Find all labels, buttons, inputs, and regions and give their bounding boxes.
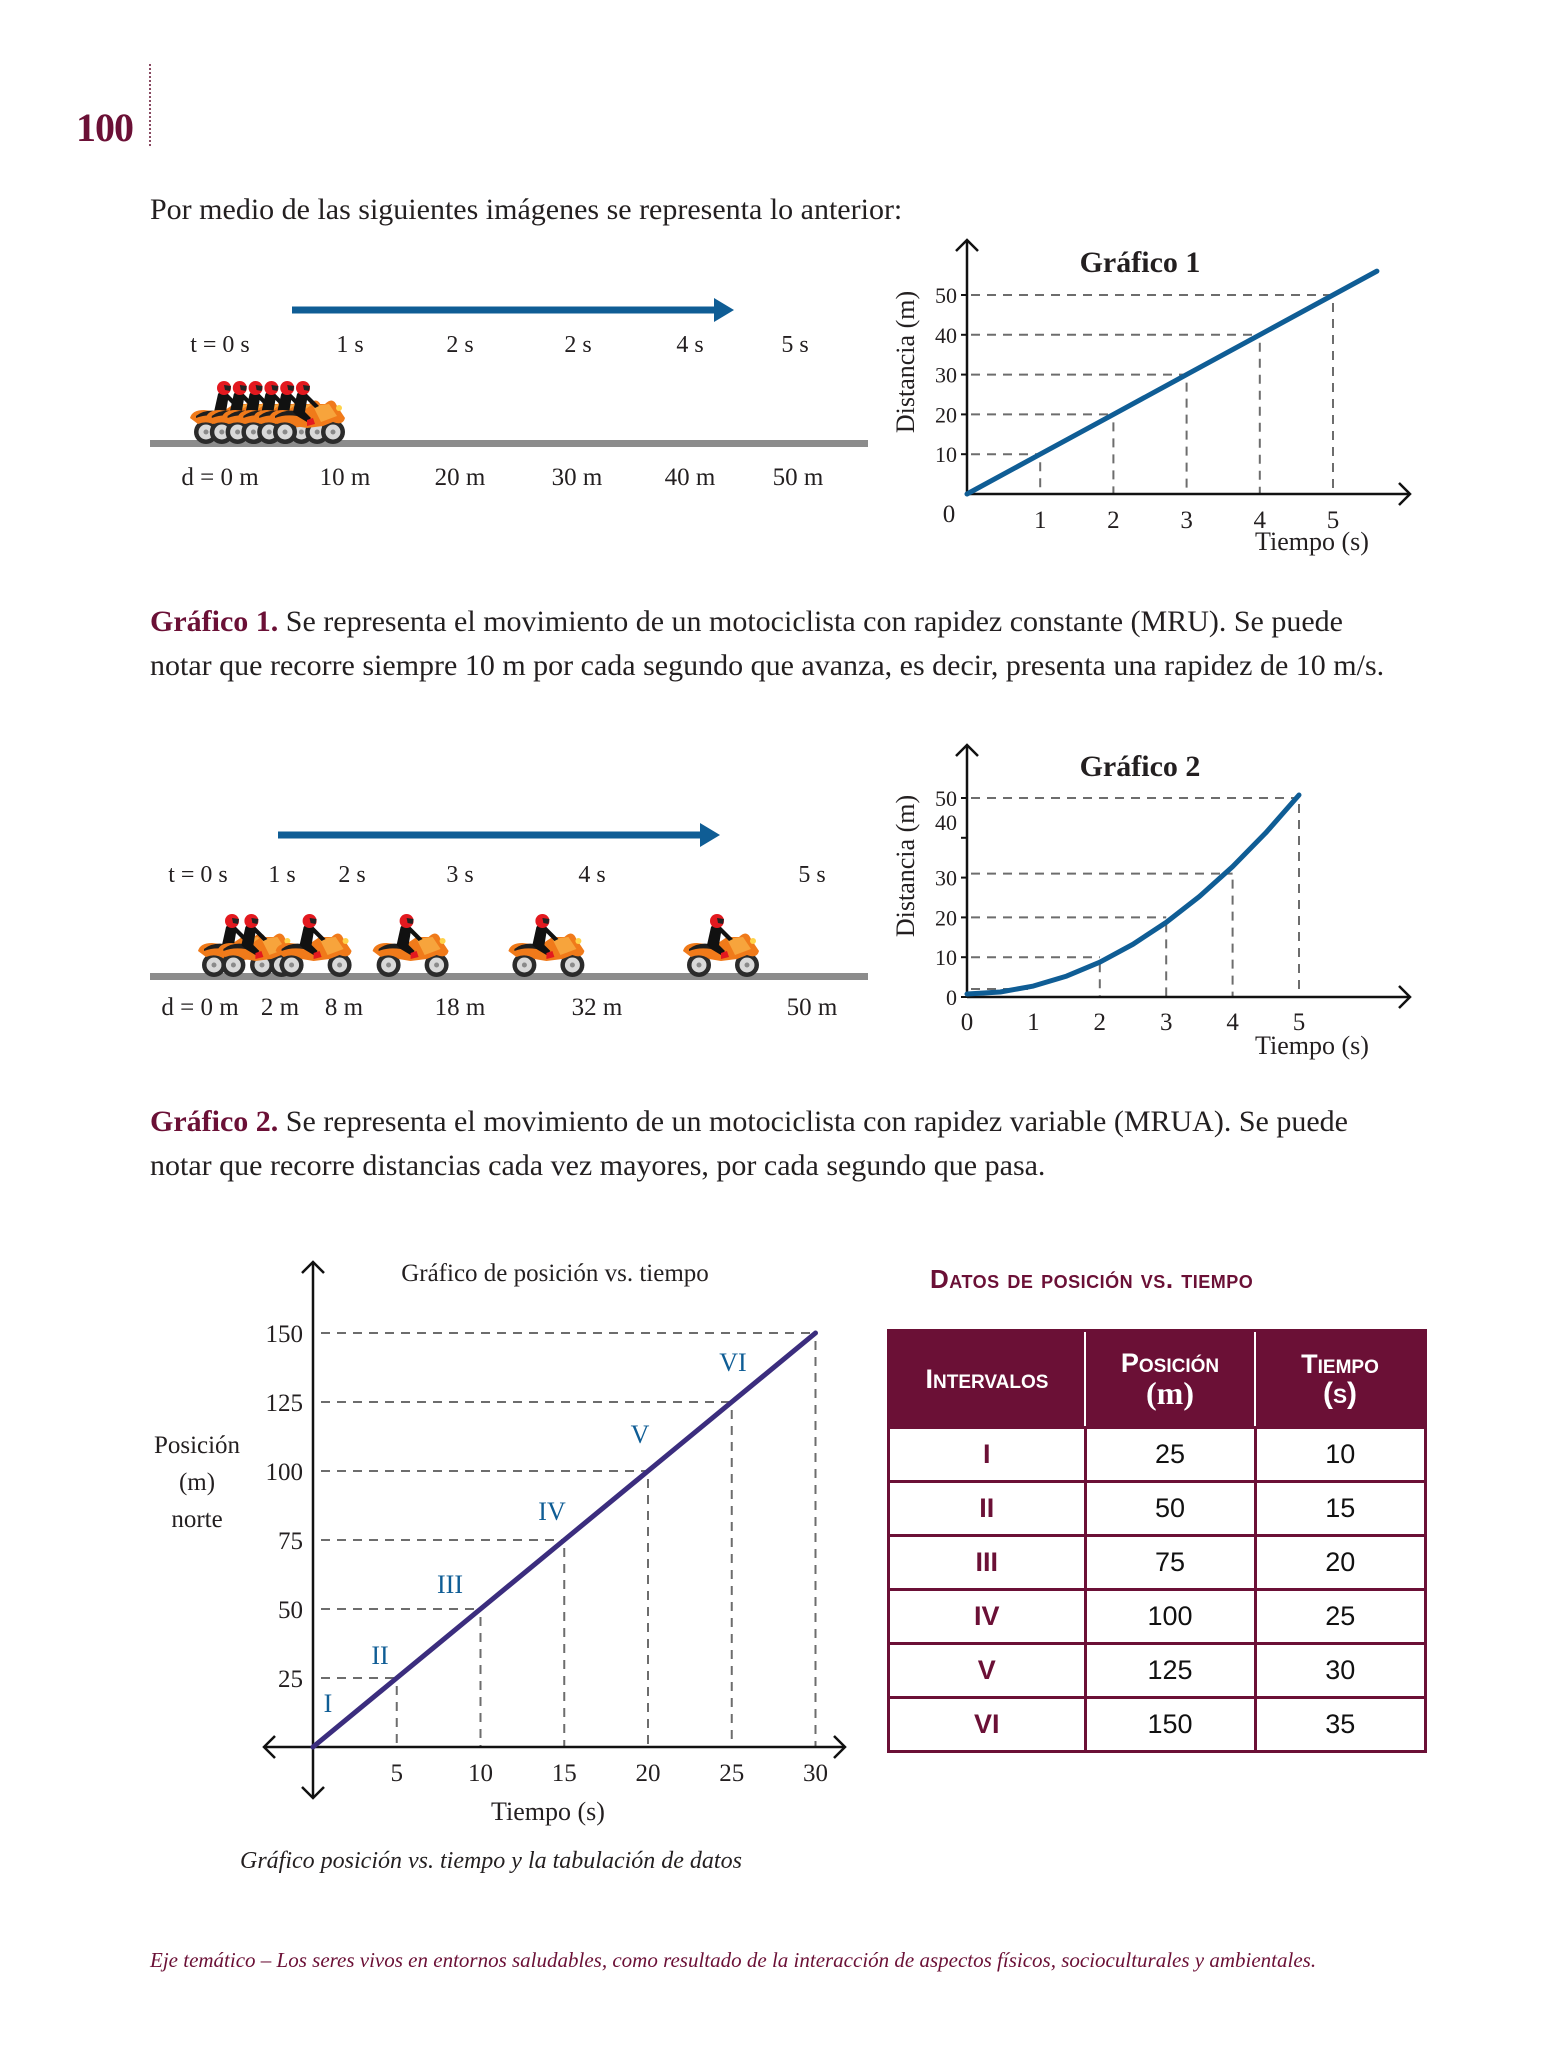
distance-label: 10 m — [319, 464, 371, 491]
time-label: t = 0 s — [168, 862, 228, 888]
y-axis-label: Posición — [153, 1432, 241, 1459]
x-tick-label: 25 — [719, 1760, 745, 1787]
headlight — [575, 938, 581, 944]
table-row — [889, 1428, 1426, 1482]
paragraph-lead: Gráfico 1. — [150, 605, 279, 638]
x-tick-label: 1 — [1033, 507, 1047, 534]
y-tick-label: 50 — [278, 1597, 303, 1624]
y-tick-label: 150 — [265, 1321, 303, 1348]
distance-label: 32 m — [571, 994, 623, 1021]
x-axis-label: Tiempo (s) — [1255, 1031, 1369, 1060]
motorcycle-scene-1 — [140, 280, 880, 520]
header-intervalos: Intervalos — [889, 1331, 1086, 1428]
y-tick-label: 25 — [278, 1666, 303, 1693]
distance-label: 8 m — [324, 994, 364, 1021]
wheel-hub — [315, 430, 320, 435]
position-time-table — [887, 1329, 1427, 1753]
y-axis-label: (m) — [178, 1469, 216, 1496]
cell-tiempo: 30 — [1255, 1644, 1426, 1698]
chart-title: Gráfico 1 — [1079, 246, 1201, 279]
chart-title: Gráfico 2 — [1079, 750, 1201, 783]
motorcycle-icon — [508, 914, 584, 977]
time-label: 5 s — [798, 862, 826, 888]
cell-posicion: 100 — [1085, 1590, 1255, 1644]
distance-label: 30 m — [551, 464, 603, 491]
y-tick-label: 20 — [935, 905, 957, 931]
header-tiempo: Tiempo (s) — [1255, 1331, 1426, 1428]
cell-posicion: 25 — [1085, 1428, 1255, 1482]
x-axis-label: Tiempo (s) — [491, 1797, 605, 1826]
y-tick-label: 10 — [935, 945, 957, 971]
interval-label: II — [371, 1641, 389, 1670]
time-label: 3 s — [446, 862, 474, 888]
wheel-hub — [434, 963, 439, 968]
y-tick-label: 75 — [278, 1528, 303, 1555]
cell-intervalo: V — [889, 1644, 1086, 1698]
distance-label: d = 0 m — [181, 464, 259, 491]
wheel-hub — [331, 430, 336, 435]
wheel-hub — [251, 430, 256, 435]
interval-label: VI — [719, 1348, 747, 1377]
table-header-row — [889, 1331, 1426, 1428]
footer-eje-tematico: Eje temático – Los seres vivos en entornos saludables, como resultado de la interacción de aspectos físicos, socioculturales y ambientales. — [150, 1948, 1317, 1972]
x-tick-label: 15 — [551, 1760, 577, 1787]
chart-grafico-2 — [870, 730, 1440, 1070]
headlight — [750, 938, 756, 944]
time-label: 4 s — [676, 332, 704, 358]
header-posicion: Posición (m) — [1085, 1331, 1255, 1428]
y-tick-label: 30 — [935, 362, 957, 388]
distance-label: d = 0 m — [161, 994, 239, 1021]
x-tick-label: 30 — [803, 1760, 828, 1787]
headlight — [336, 405, 342, 411]
cell-tiempo: 35 — [1255, 1698, 1426, 1752]
y-tick-label: 30 — [935, 865, 957, 891]
distance-label: 40 m — [664, 464, 716, 491]
y-tick-label: 100 — [265, 1459, 303, 1486]
distance-label: 50 m — [786, 994, 838, 1021]
cell-tiempo: 10 — [1255, 1428, 1426, 1482]
cell-tiempo: 20 — [1255, 1536, 1426, 1590]
wheel-hub — [386, 963, 391, 968]
y-tick-label: 0 — [946, 985, 957, 1010]
paragraph-grafico-2 — [150, 1100, 1410, 1188]
cell-intervalo: III — [889, 1536, 1086, 1590]
series-line-mru — [967, 271, 1377, 494]
paragraph-body: Se representa el movimiento de un motociclista con rapidez constante (MRU). Se puede notar que recorre siempre 10 m por cada segundo que avanza, es decir, presenta una rapidez de 10 m/s. — [150, 605, 1385, 682]
cell-tiempo: 25 — [1255, 1590, 1426, 1644]
headlight — [440, 938, 446, 944]
paragraph-grafico-1 — [150, 600, 1410, 688]
y-axis-label: Distancia (m) — [891, 794, 920, 938]
time-label: 4 s — [578, 862, 606, 888]
interval-label: III — [437, 1570, 463, 1599]
wheel-hub — [231, 963, 236, 968]
distance-label: 50 m — [772, 464, 824, 491]
distance-label: 18 m — [434, 994, 486, 1021]
cell-tiempo: 15 — [1255, 1482, 1426, 1536]
cell-intervalo: I — [889, 1428, 1086, 1482]
y-tick-label: 40 — [935, 809, 957, 835]
time-label: 1 s — [336, 332, 364, 358]
motorcycle-icon — [276, 914, 352, 977]
x-tick-label: 0 — [960, 1009, 974, 1036]
chart-caption: Gráfico posición vs. tiempo y la tabulación de datos — [240, 1848, 742, 1874]
cell-intervalo: IV — [889, 1590, 1086, 1644]
x-tick-label: 1 — [1027, 1009, 1040, 1036]
interval-label: IV — [538, 1497, 566, 1526]
x-tick-label: 2 — [1093, 1009, 1107, 1036]
wheel-hub — [522, 963, 527, 968]
x-tick-label: 3 — [1159, 1009, 1173, 1036]
time-label: t = 0 s — [190, 332, 250, 358]
chart-grafico-1 — [870, 230, 1440, 570]
y-axis-label: Distancia (m) — [891, 290, 920, 434]
cell-intervalo: VI — [889, 1698, 1086, 1752]
cell-intervalo: II — [889, 1482, 1086, 1536]
chart-position-vs-time — [130, 1240, 870, 1830]
cell-posicion: 125 — [1085, 1644, 1255, 1698]
y-tick-label: 50 — [935, 786, 957, 811]
x-tick-label: 4 — [1253, 507, 1267, 534]
x-tick-label: 5 — [390, 1760, 403, 1787]
x-tick-label: 20 — [635, 1760, 661, 1787]
page-number: 100 — [76, 105, 133, 150]
interval-label: I — [323, 1689, 333, 1718]
x-axis-label: Tiempo (s) — [1255, 527, 1369, 556]
wheel-hub — [570, 963, 575, 968]
y-tick-label: 40 — [935, 322, 957, 348]
wheel-hub — [219, 430, 224, 435]
table-row — [889, 1590, 1426, 1644]
x-tick-label: 5 — [1326, 507, 1340, 534]
x-tick-label: 3 — [1180, 507, 1193, 534]
y-axis-label: norte — [171, 1506, 223, 1533]
x-tick-label: 5 — [1292, 1009, 1306, 1036]
wheel-hub — [697, 963, 702, 968]
x-tick-label: 10 — [468, 1760, 493, 1787]
page-number-divider — [149, 64, 151, 146]
motorcycle-scene-2 — [140, 800, 880, 1040]
x-tick-label: 0 — [942, 501, 956, 528]
wheel-hub — [260, 963, 265, 968]
wheel-hub — [235, 430, 240, 435]
cell-posicion: 75 — [1085, 1536, 1255, 1590]
y-tick-label: 50 — [935, 283, 957, 308]
distance-label: 20 m — [434, 464, 486, 491]
wheel-hub — [212, 963, 217, 968]
paragraph-body: Se representa el movimiento de un motociclista con rapidez variable (MRUA). Se puede notar que recorre distancias cada vez mayores, por cada segundo que pasa. — [150, 1105, 1348, 1182]
time-label: 2 s — [338, 862, 366, 888]
x-tick-label: 4 — [1226, 1009, 1239, 1036]
wheel-hub — [204, 430, 209, 435]
wheel-hub — [745, 963, 750, 968]
wheel-hub — [267, 430, 272, 435]
cell-posicion: 150 — [1085, 1698, 1255, 1752]
table-row — [889, 1482, 1426, 1536]
y-tick-label: 20 — [935, 402, 957, 428]
arrow-head-icon — [700, 823, 720, 847]
motorcycle-icon — [373, 914, 449, 977]
chart-title: Gráfico de posición vs. tiempo — [401, 1260, 709, 1287]
distance-label: 2 m — [260, 994, 300, 1021]
paragraph-lead: Gráfico 2. — [150, 1105, 279, 1138]
cell-posicion: 50 — [1085, 1482, 1255, 1536]
interval-label: V — [630, 1420, 650, 1449]
table-row — [889, 1536, 1426, 1590]
motorcycle-icon — [683, 914, 759, 977]
headlight — [343, 938, 349, 944]
series-curve-mrua — [967, 795, 1299, 994]
wheel-hub — [289, 963, 294, 968]
arrow-head-icon — [714, 298, 734, 322]
intro-text: Por medio de las siguientes imágenes se representa lo anterior: — [150, 193, 903, 226]
time-label: 1 s — [268, 862, 296, 888]
wheel-hub — [283, 430, 288, 435]
table-row — [889, 1698, 1426, 1752]
x-tick-label: 2 — [1107, 507, 1120, 534]
y-tick-label: 10 — [935, 442, 957, 468]
table-row — [889, 1644, 1426, 1698]
wheel-hub — [337, 963, 342, 968]
time-label: 2 s — [446, 332, 474, 358]
time-label: 2 s — [564, 332, 592, 358]
table-title: Datos de posición vs. tiempo — [930, 1264, 1254, 1294]
time-label: 5 s — [781, 332, 809, 358]
y-tick-label: 125 — [265, 1390, 303, 1417]
wheel-hub — [299, 430, 304, 435]
